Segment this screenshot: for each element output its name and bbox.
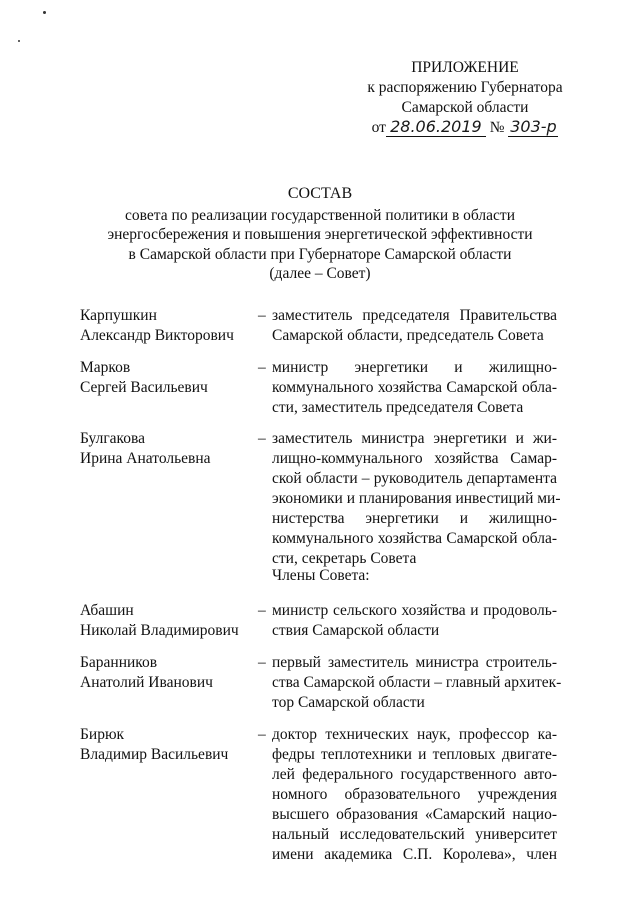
member-description <box>272 306 557 346</box>
description-line: ской области – руководитель департамента <box>272 470 557 487</box>
dash: – <box>258 726 266 743</box>
dash: – <box>258 359 266 376</box>
members-section-label: Члены Совета: <box>272 567 370 584</box>
member-name <box>80 601 260 641</box>
description-line: лищно-коммунального хозяйства Самар- <box>272 450 557 467</box>
member-surname: Карпушкин <box>80 307 157 324</box>
appendix-line-3: Самарской области <box>401 99 529 116</box>
member-name <box>80 358 260 398</box>
description-line: тор Самарской области <box>272 694 425 711</box>
handwritten-date: 28.06.2019 <box>386 118 486 137</box>
description-line: доктор технических наук, профессор ка- <box>272 726 557 743</box>
number-prefix: № <box>489 119 505 136</box>
appendix-date-line <box>340 118 590 138</box>
description-line: министр сельского хозяйства и продоволь- <box>272 602 557 619</box>
description-line: первый заместитель министра строитель- <box>272 654 557 671</box>
member-surname: Марков <box>80 359 131 376</box>
dash: – <box>258 602 266 619</box>
description-line: сти, секретарь Совета <box>272 550 417 567</box>
member-description <box>272 429 561 569</box>
dash: – <box>258 307 266 324</box>
description-line: сти, заместитель председателя Совета <box>272 399 524 416</box>
description-line: номного образовательного учреждения <box>272 786 557 803</box>
member-description <box>272 358 557 418</box>
heading-line: в Самарской области при Губернаторе Самарской области <box>128 245 512 263</box>
dash: – <box>258 430 266 447</box>
description-line: экономики и планирования инвестиций ми- <box>272 490 561 507</box>
description-line: коммунального хозяйства Самарской обла- <box>272 379 557 396</box>
member-given-name: Александр Викторович <box>80 327 234 344</box>
heading-line: энергосбережения и повышения энергетической эффективности <box>107 226 533 243</box>
member-given-name: Анатолий Иванович <box>80 674 213 691</box>
heading-line: (далее – Совет) <box>269 265 371 282</box>
member-description <box>272 601 557 641</box>
member-name <box>80 429 260 469</box>
description-line: имени академика С.П. Королева», член <box>272 846 557 863</box>
document-heading <box>60 184 580 284</box>
description-line: нальный исследовательский университет <box>272 826 557 843</box>
heading-line: совета по реализации государственной политики в области <box>125 206 515 224</box>
member-surname: Баранников <box>80 654 158 671</box>
handwritten-number: 303-р <box>510 117 557 136</box>
scan-speck <box>43 11 46 14</box>
member-given-name: Ирина Анатольевна <box>80 450 211 467</box>
member-name <box>80 306 260 346</box>
member-surname: Бирюк <box>80 726 125 743</box>
heading-title: СОСТАВ <box>287 185 353 202</box>
dash: – <box>258 654 266 671</box>
description-line: федры теплотехники и тепловых двигате- <box>272 746 557 763</box>
date-prefix: от <box>371 119 386 136</box>
description-line: коммунального хозяйства Самарской обла- <box>272 530 557 547</box>
description-line: Самарской области, председатель Совета <box>272 327 544 344</box>
description-line: заместитель председателя Правительства <box>272 307 557 324</box>
description-line: нистерства энергетики и жилищно- <box>272 510 557 527</box>
description-line: заместитель министра энергетики и жи- <box>272 430 557 447</box>
member-description <box>272 725 557 865</box>
description-line: министр энергетики и жилищно- <box>272 359 557 376</box>
appendix-block <box>340 58 590 138</box>
member-name <box>80 653 260 693</box>
description-line: ствия Самарской области <box>272 622 440 639</box>
member-given-name: Владимир Васильевич <box>80 746 229 763</box>
appendix-line-2: к распоряжению Губернатора <box>367 79 563 96</box>
member-given-name: Николай Владимирович <box>80 622 239 639</box>
member-surname: Абашин <box>80 602 134 619</box>
member-name <box>80 725 260 765</box>
appendix-title: ПРИЛОЖЕНИЕ <box>411 59 519 76</box>
member-description <box>272 653 562 713</box>
description-line: лей федерального государственного авто- <box>272 766 557 783</box>
description-line: высшего образования «Самарский нацио- <box>272 806 557 823</box>
description-line: ства Самарской области – главный архитек- <box>272 674 562 691</box>
member-given-name: Сергей Васильевич <box>80 379 208 396</box>
member-surname: Булгакова <box>80 430 146 447</box>
scan-speck <box>18 40 20 42</box>
